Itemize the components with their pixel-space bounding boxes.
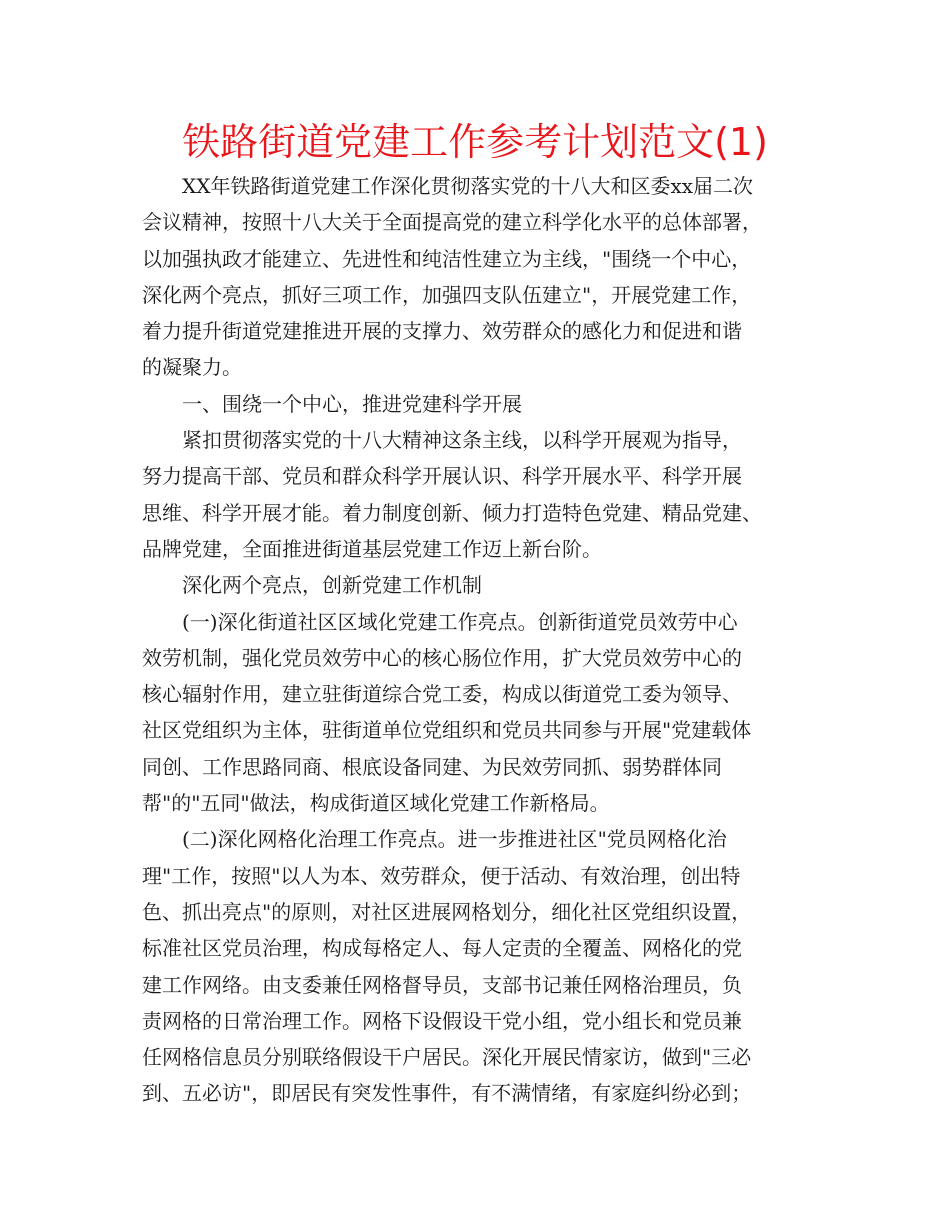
body-line: 效劳机制，强化党员效劳中心的核心肠位作用，扩大党员效劳中心的 <box>142 645 742 670</box>
body-line: 到、五必访"，即居民有突发性事件，有不满情绪，有家庭纠纷必到； <box>142 1081 752 1106</box>
body-line: 会议精神，按照十八大关于全面提高党的建立科学化水平的总体部署， <box>142 210 762 235</box>
document-title: 铁路街道党建工作参考计划范文(1) <box>182 120 768 164</box>
body-line: 思维、科学开展才能。着力制度创新、倾力打造特色党建、精品党建、 <box>142 500 762 525</box>
body-line: 社区党组织为主体，驻街道单位党组织和党员共同参与开展"党建载体 <box>142 718 752 743</box>
body-line: 深化两个亮点，抓好三项工作，加强四支队伍建立"，开展党建工作， <box>142 282 752 307</box>
body-line: 以加强执政才能建立、先进性和纯洁性建立为主线，"围绕一个中心， <box>142 246 752 271</box>
body-line: 建工作网络。由支委兼任网格督导员，支部书记兼任网格治理员，负 <box>142 972 742 997</box>
body-line: 紧扣贯彻落实党的十八大精神这条主线，以科学开展观为指导， <box>182 428 742 453</box>
body-line: 一、围绕一个中心，推进党建科学开展 <box>182 391 522 416</box>
body-line: 深化两个亮点，创新党建工作机制 <box>182 573 482 598</box>
body-line: 帮"的"五同"做法，构成街道区域化党建工作新格局。 <box>142 791 610 816</box>
body-line: 标准社区党员治理，构成每格定人、每人定责的全覆盖、网格化的党 <box>142 936 742 961</box>
body-line: 品牌党建，全面推进街道基层党建工作迈上新台阶。 <box>142 536 602 561</box>
body-line: XX年铁路街道党建工作深化贯彻落实党的十八大和区委xx届二次 <box>182 174 754 198</box>
body-line: 色、抓出亮点"的原则，对社区进展网格划分，细化社区党组织设置， <box>142 899 752 924</box>
body-line: 努力提高干部、党员和群众科学开展认识、科学开展水平、科学开展 <box>142 464 742 489</box>
document-body <box>142 168 826 1112</box>
body-line: 理"工作，按照"以人为本、效劳群众，便于活动、有效治理，创出特 <box>142 863 741 888</box>
body-line: (一)深化街道社区区域化党建工作亮点。创新街道党员效劳中心 <box>182 609 738 634</box>
body-line: 责网格的日常治理工作。网格下设假设干党小组，党小组长和党员兼 <box>142 1008 742 1033</box>
body-line: 的凝聚力。 <box>142 355 242 380</box>
body-line: 任网格信息员分别联络假设干户居民。深化开展民情家访，做到"三必 <box>142 1045 752 1070</box>
body-line: 同创、工作思路同商、根底设备同建、为民效劳同抓、弱势群体同 <box>142 754 722 779</box>
body-line: (二)深化网格化治理工作亮点。进一步推进社区"党员网格化治 <box>182 827 727 852</box>
body-line: 着力提升街道党建推进开展的支撑力、效劳群众的感化力和促进和谐 <box>142 319 742 344</box>
body-line: 核心辐射作用，建立驻街道综合党工委，构成以街道党工委为领导、 <box>142 682 742 707</box>
